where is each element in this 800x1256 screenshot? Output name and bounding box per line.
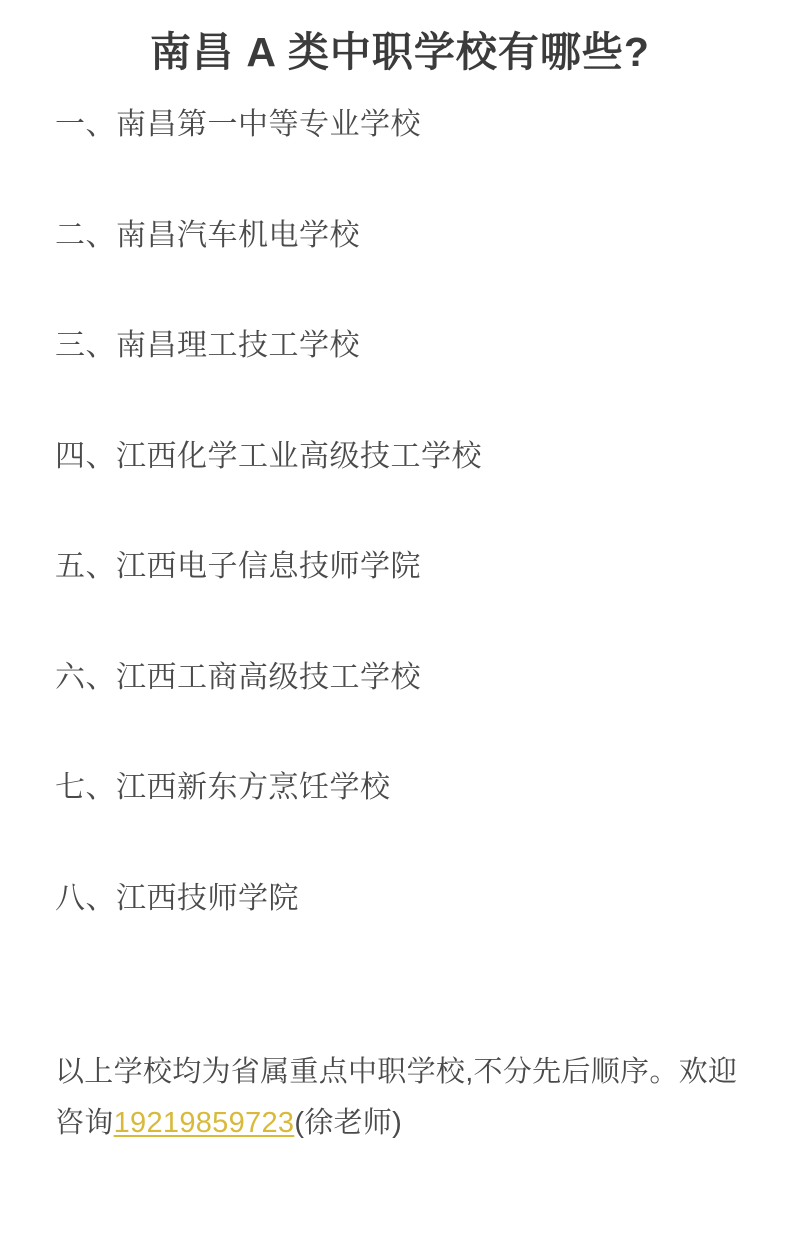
list-item: 八、江西技师学院 [55, 881, 299, 915]
list-item: 三、南昌理工技工学校 [55, 329, 360, 363]
list-item: 七、江西新东方烹饪学校 [55, 771, 391, 805]
list-item: 四、江西化学工业高级技工学校 [55, 439, 482, 473]
contact-phone-link[interactable]: 19219859723 [113, 1106, 295, 1139]
list-item: 六、江西工商高级技工学校 [55, 660, 421, 694]
list-item: 一、南昌第一中等专业学校 [55, 108, 421, 142]
list-item: 五、江西电子信息技师学院 [55, 550, 421, 584]
school-list [55, 105, 745, 919]
footnote-trail-text: (徐老师) [294, 1106, 403, 1139]
footnote-lead-text: 以上学校均为省属重点中职学校,不分先后顺序。欢迎咨询 [55, 1056, 738, 1139]
footnote [55, 1047, 750, 1149]
list-item: 二、南昌汽车机电学校 [55, 218, 360, 252]
page-title: 南昌 A 类中职学校有哪些? [150, 29, 650, 75]
